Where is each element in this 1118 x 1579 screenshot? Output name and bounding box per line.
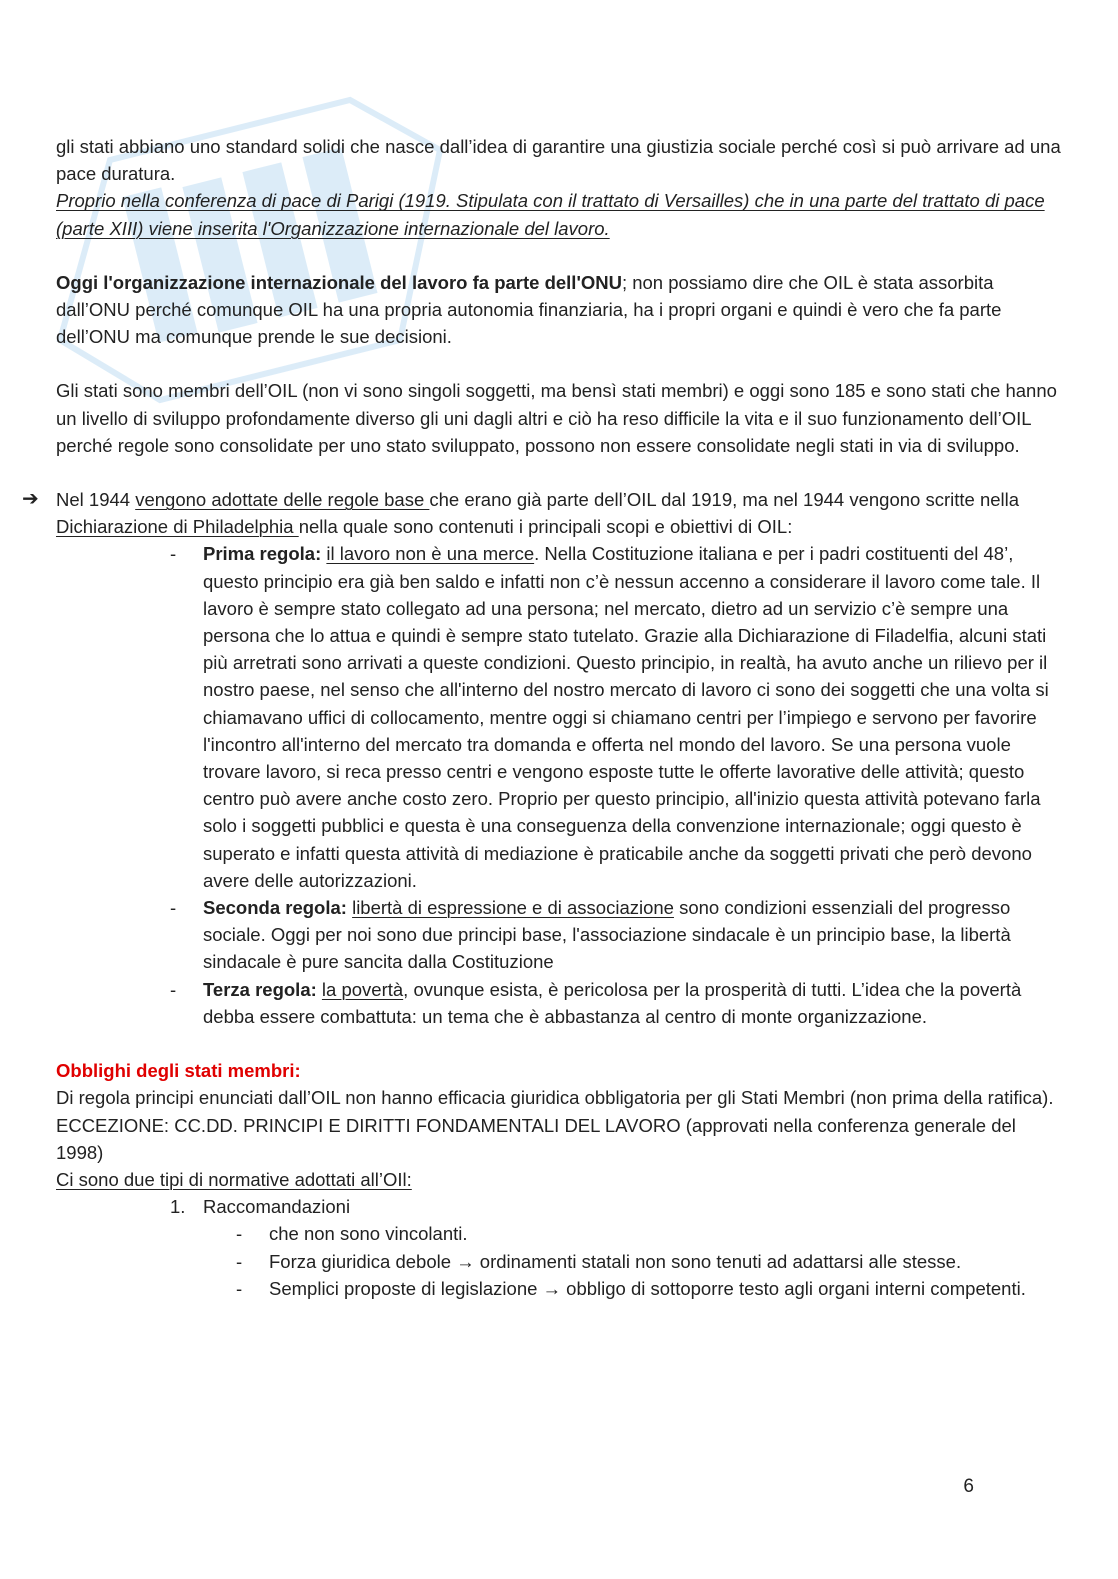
rule-text: . Nella Costituzione italiana e per i padri costituenti del 48’, questo principio era già ben saldo e infatti non c’è nessun accenno a considerare il lavoro come tale. Il lavoro è sempre stato collegato ad una persona; nel mercato, dietro ad un servizio c’è sempre una persona che lo attua e quindi è sempre stato tutelato. Grazie alla Dichiarazione di Filadelfia, alcuni stati più arretrati sono arrivati a queste condizioni. Questo principio, in realtà, ha avuto anche un rilievo per il nostro paese, nel senso che all'interno del nostro mercato di lavoro ci sono dei soggetti che una volta si chiamavano uffici di collocamento, mentre oggi si chiamano centri per l’impiego e servono per favorire l'incontro all'interno del mercato tra domanda e offerta nel mondo del lavoro. Se una persona vuole trovare lavoro, si reca presso centri e vengono esposte tutte le offerte lavorative delle attività; questo centro può avere anche costo zero. Proprio per questo principio, all'inizio questa attività potevano farla solo i soggetti pubblici e questa è una conseguenza della convenzione internazionale; oggi questo è superato e infatti questa attività di mediazione è praticabile anche da soggetti privati che però devono avere delle autorizzazioni.: [203, 543, 1049, 891]
normative-item-title: Raccomandazioni: [203, 1196, 351, 1218]
rule-item-1: [56, 540, 1066, 894]
philadelphia-t3: nella quale sono contenuti i principali scopi e obiettivi di OIL:: [298, 516, 793, 538]
obblighi-heading: Obblighi degli stati membri:: [56, 1060, 301, 1082]
philadelphia-item: [22, 486, 1066, 540]
obblighi-paragraph-2: ECCEZIONE: CC.DD. PRINCIPI E DIRITTI FONDAMENTALI DEL LAVORO (approvati nella conferenza generale del 1998): [56, 1114, 1016, 1163]
rule-text: sono condizioni essenziali del progresso sociale. Oggi per noi sono due principi base, l'associazione sindacale è un principio base, la libertà sindacale è pure sancita dalla Costituzione: [203, 897, 1011, 973]
sub-item-text: Forza giuridica debole → ordinamenti statali non sono tenuti ad adattarsi alle stesse.: [269, 1250, 962, 1272]
rule-underlined: la povertà: [321, 978, 404, 1000]
sub-item-text: Semplici proposte di legislazione → obbligo di sottoporre testo agli organi interni competenti.: [269, 1277, 1026, 1299]
philadelphia-t1: Nel 1944: [56, 489, 136, 511]
paragraph-onu: [56, 269, 1066, 351]
dash-bullet: -: [170, 978, 177, 1000]
rule-item-2: [56, 894, 1066, 976]
obblighi-paragraph-1: Di regola principi enunciati dall’OIL non hanno efficacia giuridica obbligatoria per gli Stati Membri (non prima della ratifica).: [56, 1087, 1054, 1109]
dash-bullet: -: [236, 1223, 243, 1245]
sub-item-2: [56, 1248, 1066, 1275]
onu-bold-text: Oggi l'organizzazione internazionale del lavoro fa parte dell'ONU: [56, 271, 622, 293]
rule-label: Prima regola:: [203, 543, 322, 565]
philadelphia-t2: che erano già parte dell’OIL dal 1919, ma nel 1944 vengono scritte nella: [429, 489, 1020, 511]
philadelphia-u2: Dichiarazione di Philadelphia: [56, 516, 299, 538]
philadelphia-u1: vengono adottate delle regole base: [135, 489, 430, 511]
normative-types-heading: [56, 1166, 1066, 1193]
rule-text: , ovunque esista, è pericolosa per la prosperità di tutti. L’idea che la povertà debba essere combattuta: un tema che è abbastanza al centro di monte organizzazione.: [203, 978, 1022, 1027]
philadelphia-text: [56, 486, 1066, 540]
rule-label: Seconda regola:: [203, 897, 347, 919]
normative-item-1: [56, 1193, 1066, 1220]
sub-item-text: che non sono vincolanti.: [269, 1223, 468, 1245]
normative-list: [56, 1193, 1066, 1220]
rule-underlined: libertà di espressione e di associazione: [352, 897, 674, 919]
rule-label: Terza regola:: [203, 978, 317, 1000]
dash-bullet: -: [170, 543, 177, 565]
paragraph-versailles: Proprio nella conferenza di pace di Parigi (1919. Stipulata con il trattato di Versailles) che in una parte del trattato di pace (parte XIII) viene inserita l'Organizzazione internazionale del lavoro.: [56, 190, 1045, 239]
sub-item-3: [56, 1275, 1066, 1302]
document-page: [22, 133, 1066, 1302]
arrow-bullet-icon: ➔: [22, 488, 39, 511]
raccomandazioni-sublist: [56, 1220, 1066, 1302]
normative-types-heading-text: Ci sono due tipi di normative adottati all’OIl:: [56, 1168, 412, 1190]
sub-item-1: [56, 1220, 1066, 1247]
paragraph-members: Gli stati sono membri dell’OIL (non vi sono singoli soggetti, ma bensì stati membri) e oggi sono 185 e sono stati che hanno un livello di sviluppo profondamente diverso gli uni dagli altri e ciò ha reso difficile la vita e il suo funzionamento dell’OIL perché regole sono consolidate per uno stato sviluppato, possono non essere consolidate negli stati in via di sviluppo.: [56, 380, 1057, 456]
dash-bullet: -: [236, 1277, 243, 1299]
page-number: 6: [963, 1476, 974, 1497]
dash-bullet: -: [170, 897, 177, 919]
paragraph-intro: gli stati abbiano uno standard solidi che nasce dall’idea di garantire una giustizia sociale perché così si può arrivare ad una pace duratura.: [56, 136, 1061, 185]
rule-underlined: il lavoro non è una merce: [326, 543, 535, 565]
rule-item-3: [56, 976, 1066, 1030]
list-number: 1.: [170, 1196, 186, 1218]
rules-list: [56, 540, 1066, 1030]
onu-rest-text: ; non possiamo dire che OIL è stata assorbita dall’ONU perché comunque OIL ha una propria autonomia finanziaria, ha i propri organi e quindi è vero che fa parte dell’ONU ma comunque prende le sue decisioni.: [56, 271, 1002, 348]
dash-bullet: -: [236, 1250, 243, 1272]
